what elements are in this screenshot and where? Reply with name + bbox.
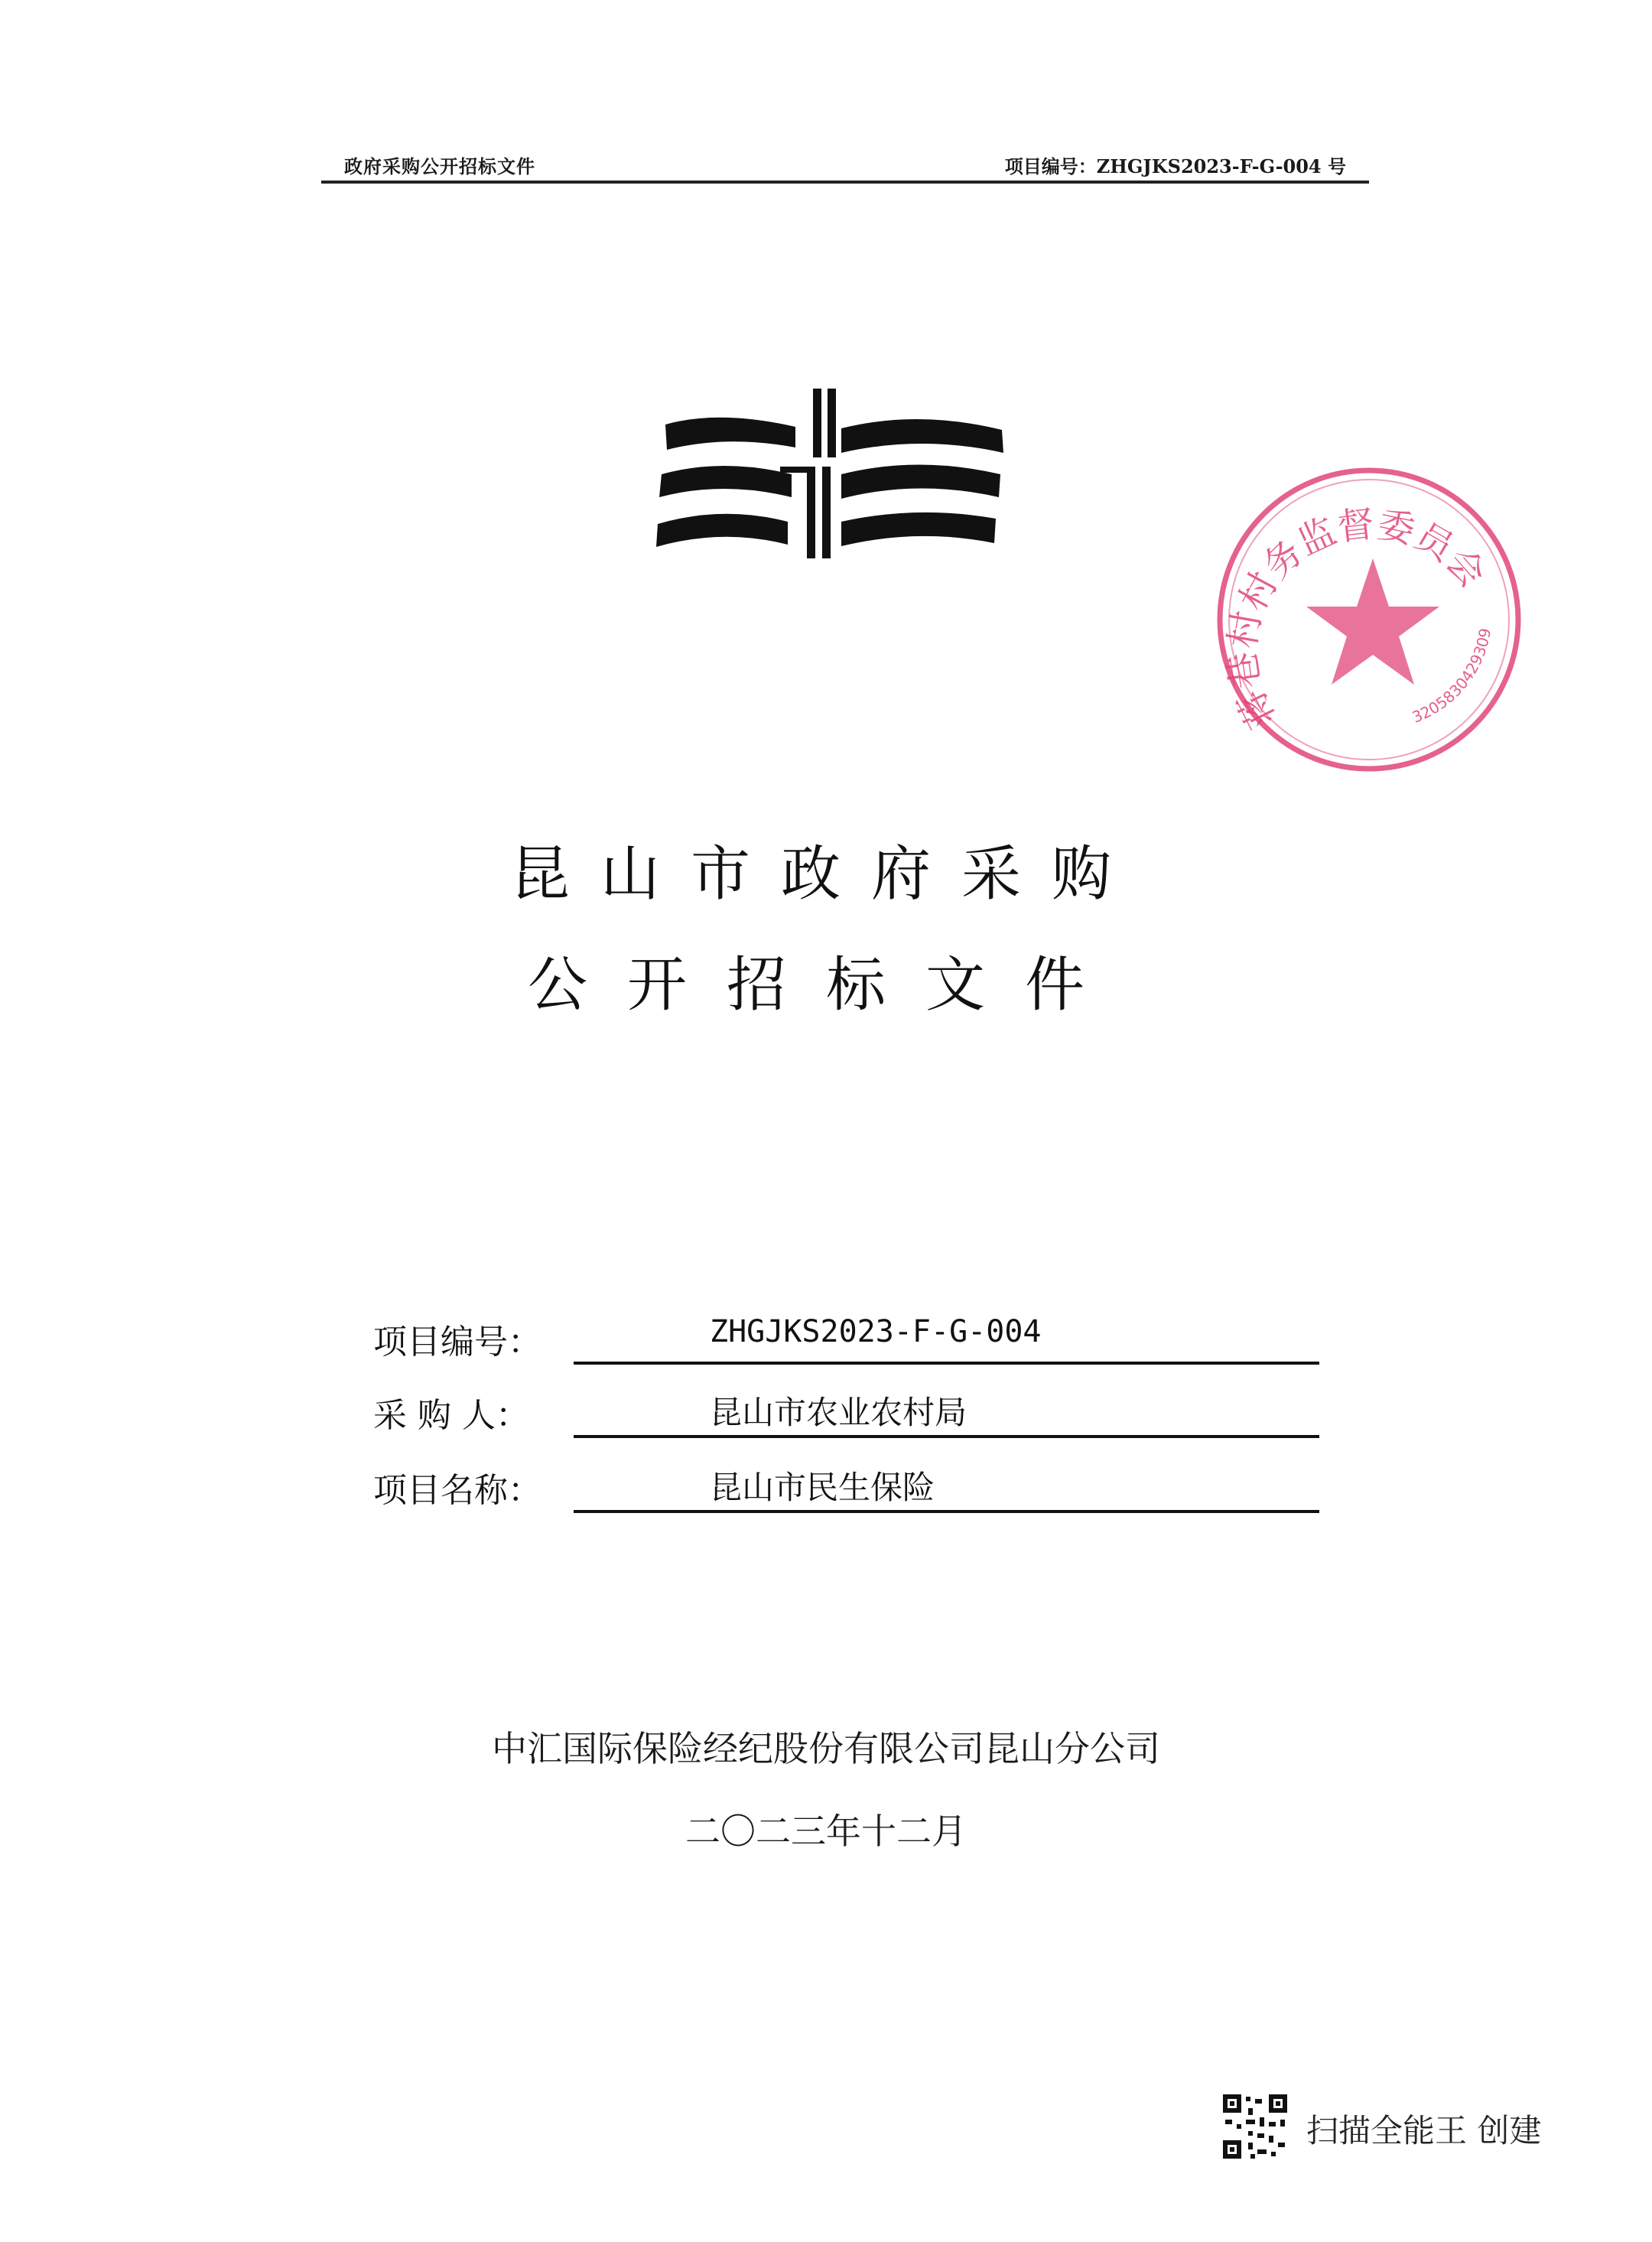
purchaser-label: 采 购 人： xyxy=(373,1396,529,1435)
svg-text:3205830429309 xyxy=(1410,626,1494,726)
purchaser-row xyxy=(373,1388,1329,1449)
project-name-row xyxy=(373,1463,1329,1524)
header-doc-title: 政府采购公开招标文件 xyxy=(344,155,535,177)
stamp-number: 3205830429309 xyxy=(1409,626,1495,727)
agency-company-name: 中汇国际保险经纪股份有限公司昆山分公司 xyxy=(492,1728,1160,1769)
project-name-underline xyxy=(574,1463,1319,1513)
purchaser-value: 昆山市农业农村局 xyxy=(710,1394,967,1431)
project-number-underline xyxy=(574,1314,1319,1365)
document-title-line1: 昆山市政府采购 xyxy=(509,840,1142,909)
document-title-line2: 公开招标文件 xyxy=(527,951,1124,1020)
page-header xyxy=(321,145,1369,184)
stamp-text: 蒋巷村村务监督委员会 xyxy=(1221,502,1494,735)
project-number-row xyxy=(373,1314,1329,1375)
project-name-label: 项目名称： xyxy=(373,1471,541,1510)
purchaser-underline xyxy=(574,1388,1319,1438)
government-procurement-logo xyxy=(650,382,1010,566)
official-seal-stamp xyxy=(1163,459,1545,780)
project-number-label: 项目编号： xyxy=(373,1323,541,1362)
qr-code-icon xyxy=(1221,2092,1289,2161)
header-project-number: 项目编号：ZHGJKS2023-F-G-004 号 xyxy=(1004,155,1346,177)
scanner-watermark xyxy=(1221,2092,1580,2161)
scanner-label: 扫描全能王 创建 xyxy=(1306,2112,1542,2149)
document-date: 二〇二三年十二月 xyxy=(685,1811,967,1852)
project-number-value: ZHGJKS2023-F-G-004 xyxy=(710,1314,1042,1349)
project-name-value: 昆山市民生保险 xyxy=(710,1469,935,1506)
